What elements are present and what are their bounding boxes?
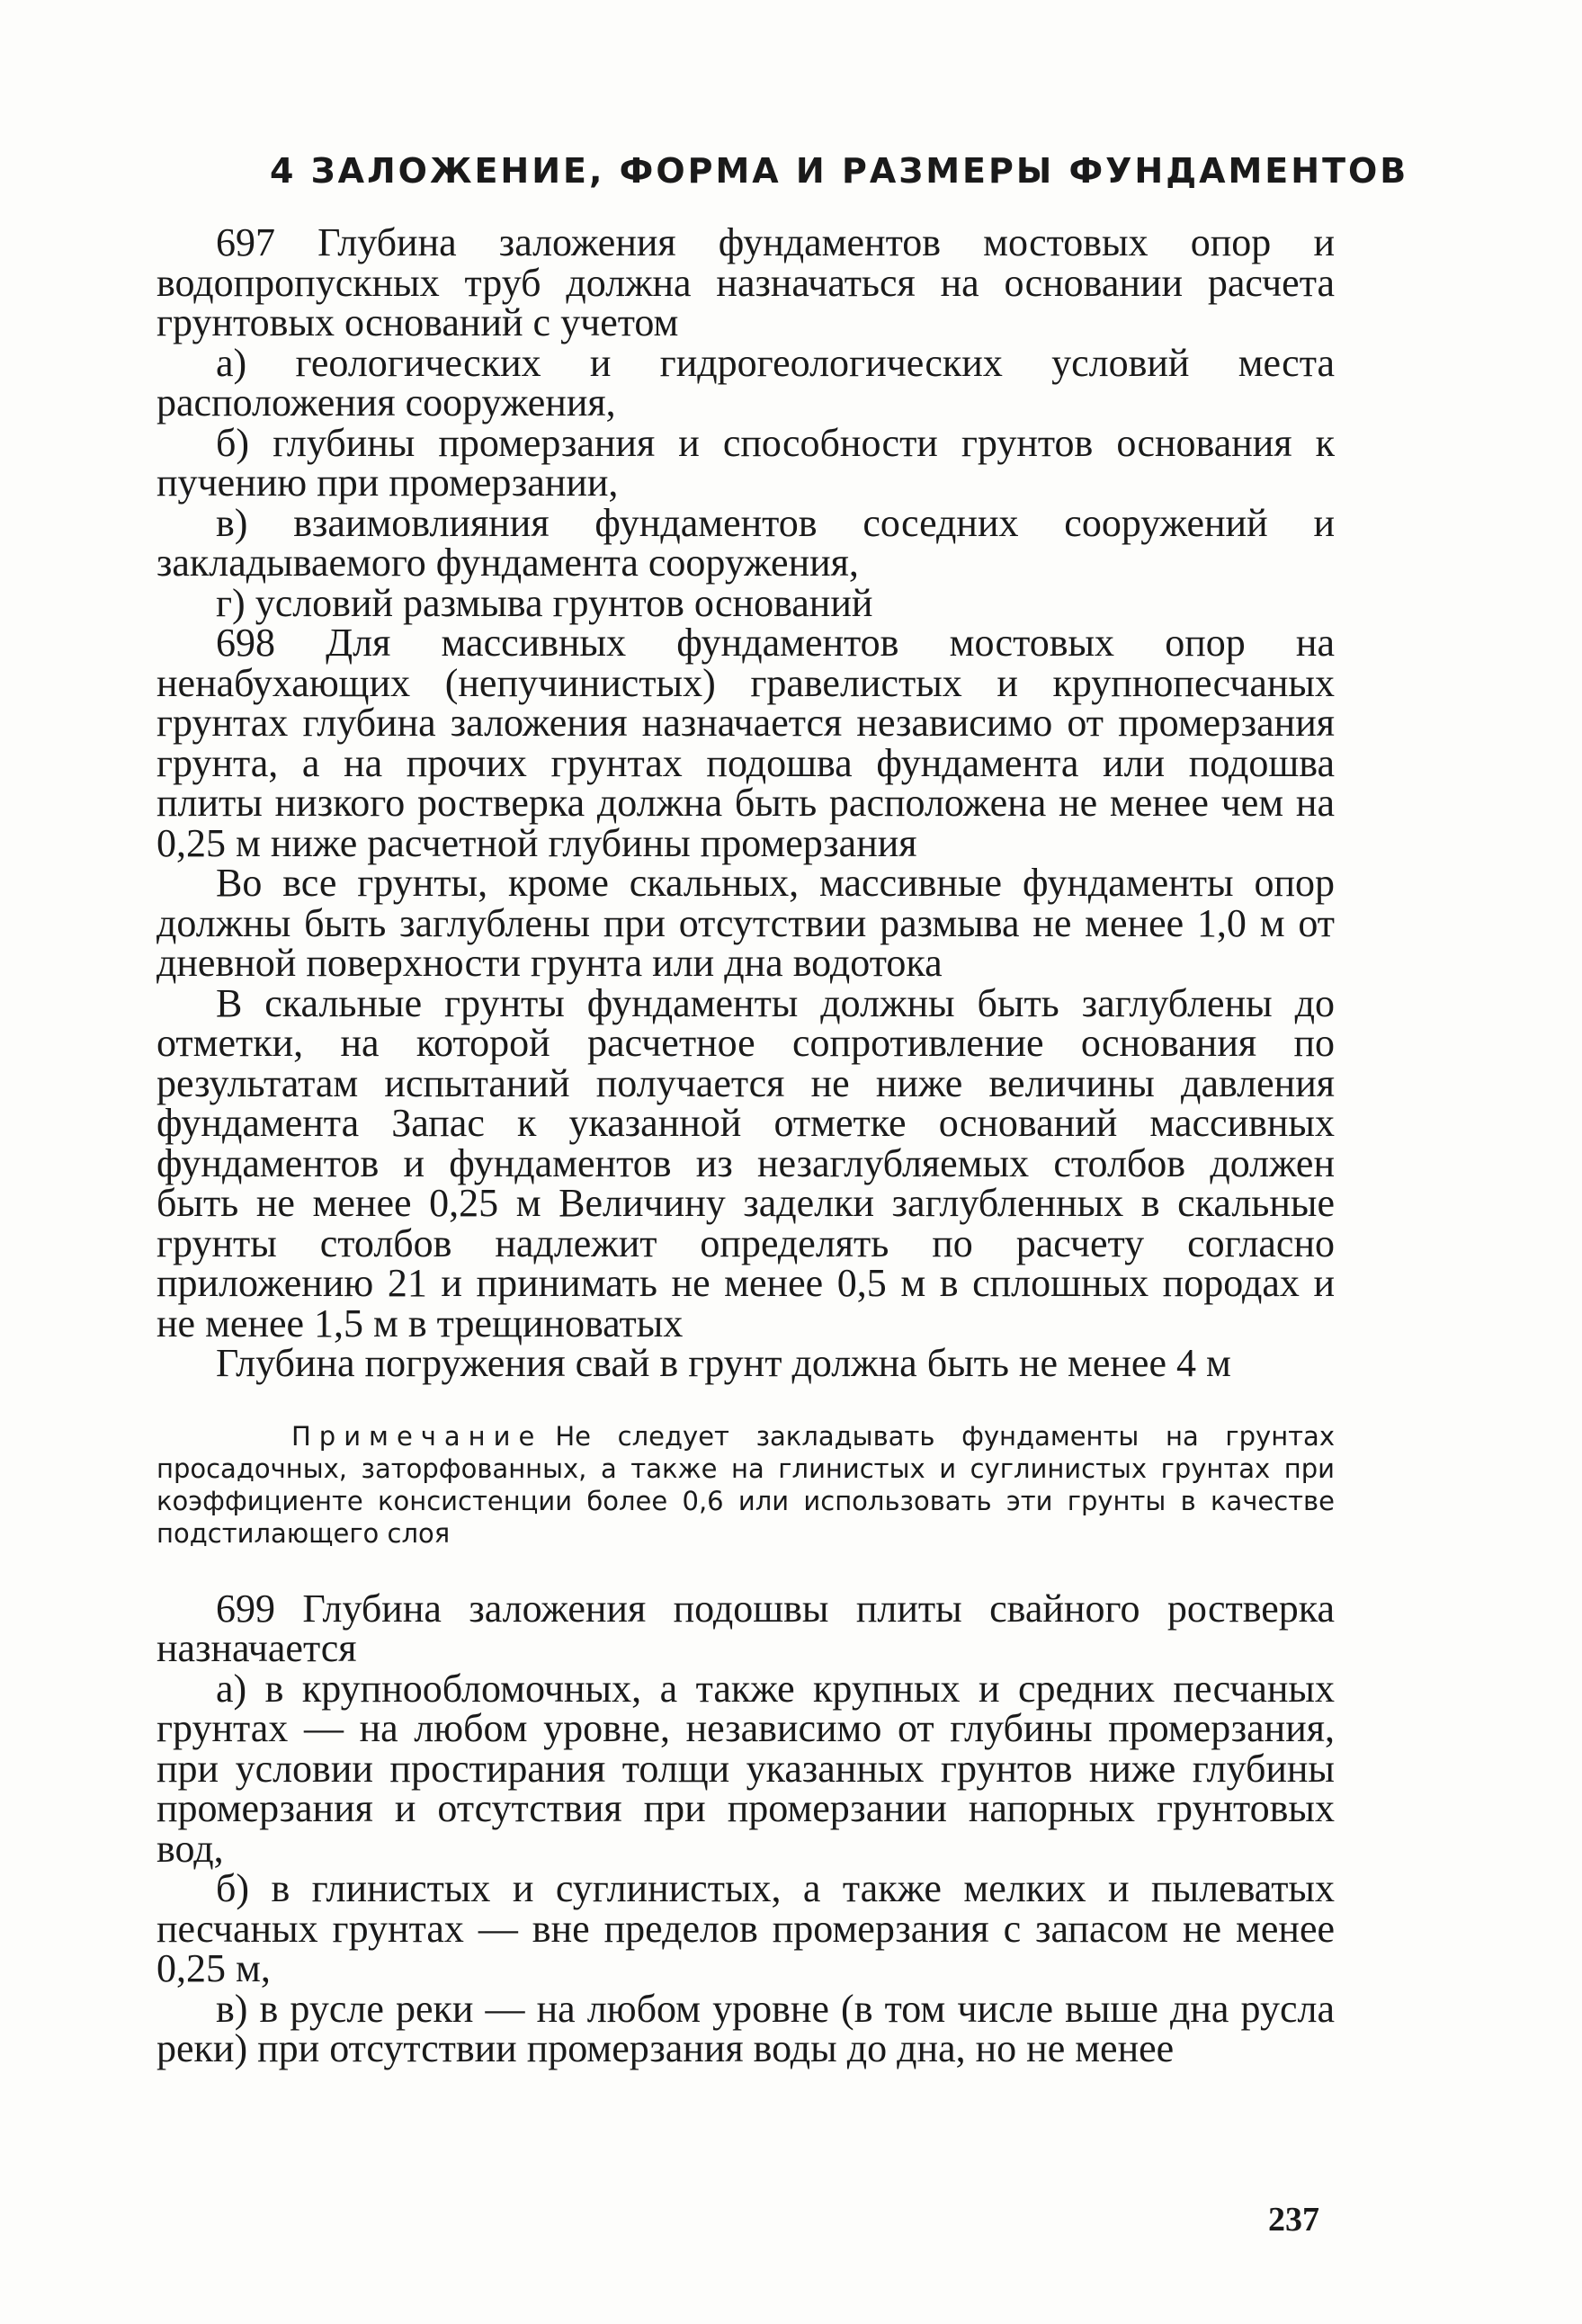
list-item-a: а) геологических и гидрогеологических условий места расположения сооружения, <box>156 340 1335 425</box>
body-text <box>156 220 1335 2070</box>
paragraph-698: 698 Для массивных фундаментов мостовых опор на ненабухающих (непучинистых) гравелистых и крупнопесчаных грунтах глубина заложения назначается независимо от промерзания грунта, а на прочих грунтах подошва фундамента или подошва плиты низкого ростверка должна быть расположена не менее чем на 0,25 м ниже расчетной глубины промерзания <box>156 621 1335 865</box>
paragraph-697: 697 Глубина заложения фундаментов мостовых опор и водопропускных труб должна назначаться на основании расчета грунтовых оснований с учетом <box>156 220 1335 344</box>
note-block <box>156 1420 1335 1550</box>
list-item-699-a: а) в крупнообломочных, а также крупных и средних песчаных грунтах — на любом уровне, независимо от глубины промерзания, при условии простирания толщи указанных грунтов ниже глубины промерзания и отсутствия при промерзании напорных грунтовых вод, <box>156 1666 1335 1871</box>
section-heading: 4 ЗАЛОЖЕНИЕ, ФОРМА И РАЗМЕРЫ ФУНДАМЕНТОВ <box>270 151 1409 191</box>
paragraph-699: 699 Глубина заложения подошвы плиты свайного ростверка назначается <box>156 1586 1335 1670</box>
list-item-b: б) глубины промерзания и способности грунтов основания к пучению при промерзании, <box>156 420 1335 505</box>
note-paragraph <box>156 1420 1335 1550</box>
page-number: 237 <box>1268 2201 1319 2239</box>
list-item-c: в) взаимовлияния фундаментов соседних сооружений и закладываемого фундамента сооружения, <box>156 500 1335 585</box>
paragraph-698-soils: Во все грунты, кроме скальных, массивные фундаменты опор должны быть заглублены при отсутствии размыва не менее 1,0 м от дневной поверхности грунта или дна водотока <box>156 861 1335 985</box>
list-item-699-c: в) в русле реки — на любом уровне (в том числе выше дна русла реки) при отсутствии промерзания воды до дна, но не менее <box>156 1986 1335 2070</box>
list-item-d: г) условий размыва грунтов оснований <box>216 580 873 625</box>
paragraph-698-piles: Глубина погружения свай в грунт должна быть не менее 4 м <box>216 1341 1231 1385</box>
list-item-699-b: б) в глинистых и суглинистых, а также мелких и пылеватых песчаных грунтах — вне пределов промерзания с запасом не менее 0,25 м, <box>156 1866 1335 1990</box>
paragraph-698-rock: В скальные грунты фундаменты должны быть заглублены до отметки, на которой расчетное сопротивление основания по результатам испытаний получается не ниже величины давления фундамента Запас к указанной отметке оснований массивных фундаментов и фундаментов из незаглубляемых столбов должен быть не менее 0,25 м Величину заделки заглубленных в скальные грунты столбов надлежит определять по расчету согласно приложению 21 и принимать не менее 0,5 м в сплошных породах и не менее 1,5 м в трещиноватых <box>156 980 1335 1345</box>
note-text: Не следует закладывать фундаменты на грунтах просадочных, заторфованных, а также на глинистых и суглинистых грунтах при коэффициенте консистенции более 0,6 или использовать эти грунты в качестве подстилающего слоя <box>156 1420 1335 1549</box>
note-label: Примечание <box>291 1420 543 1452</box>
